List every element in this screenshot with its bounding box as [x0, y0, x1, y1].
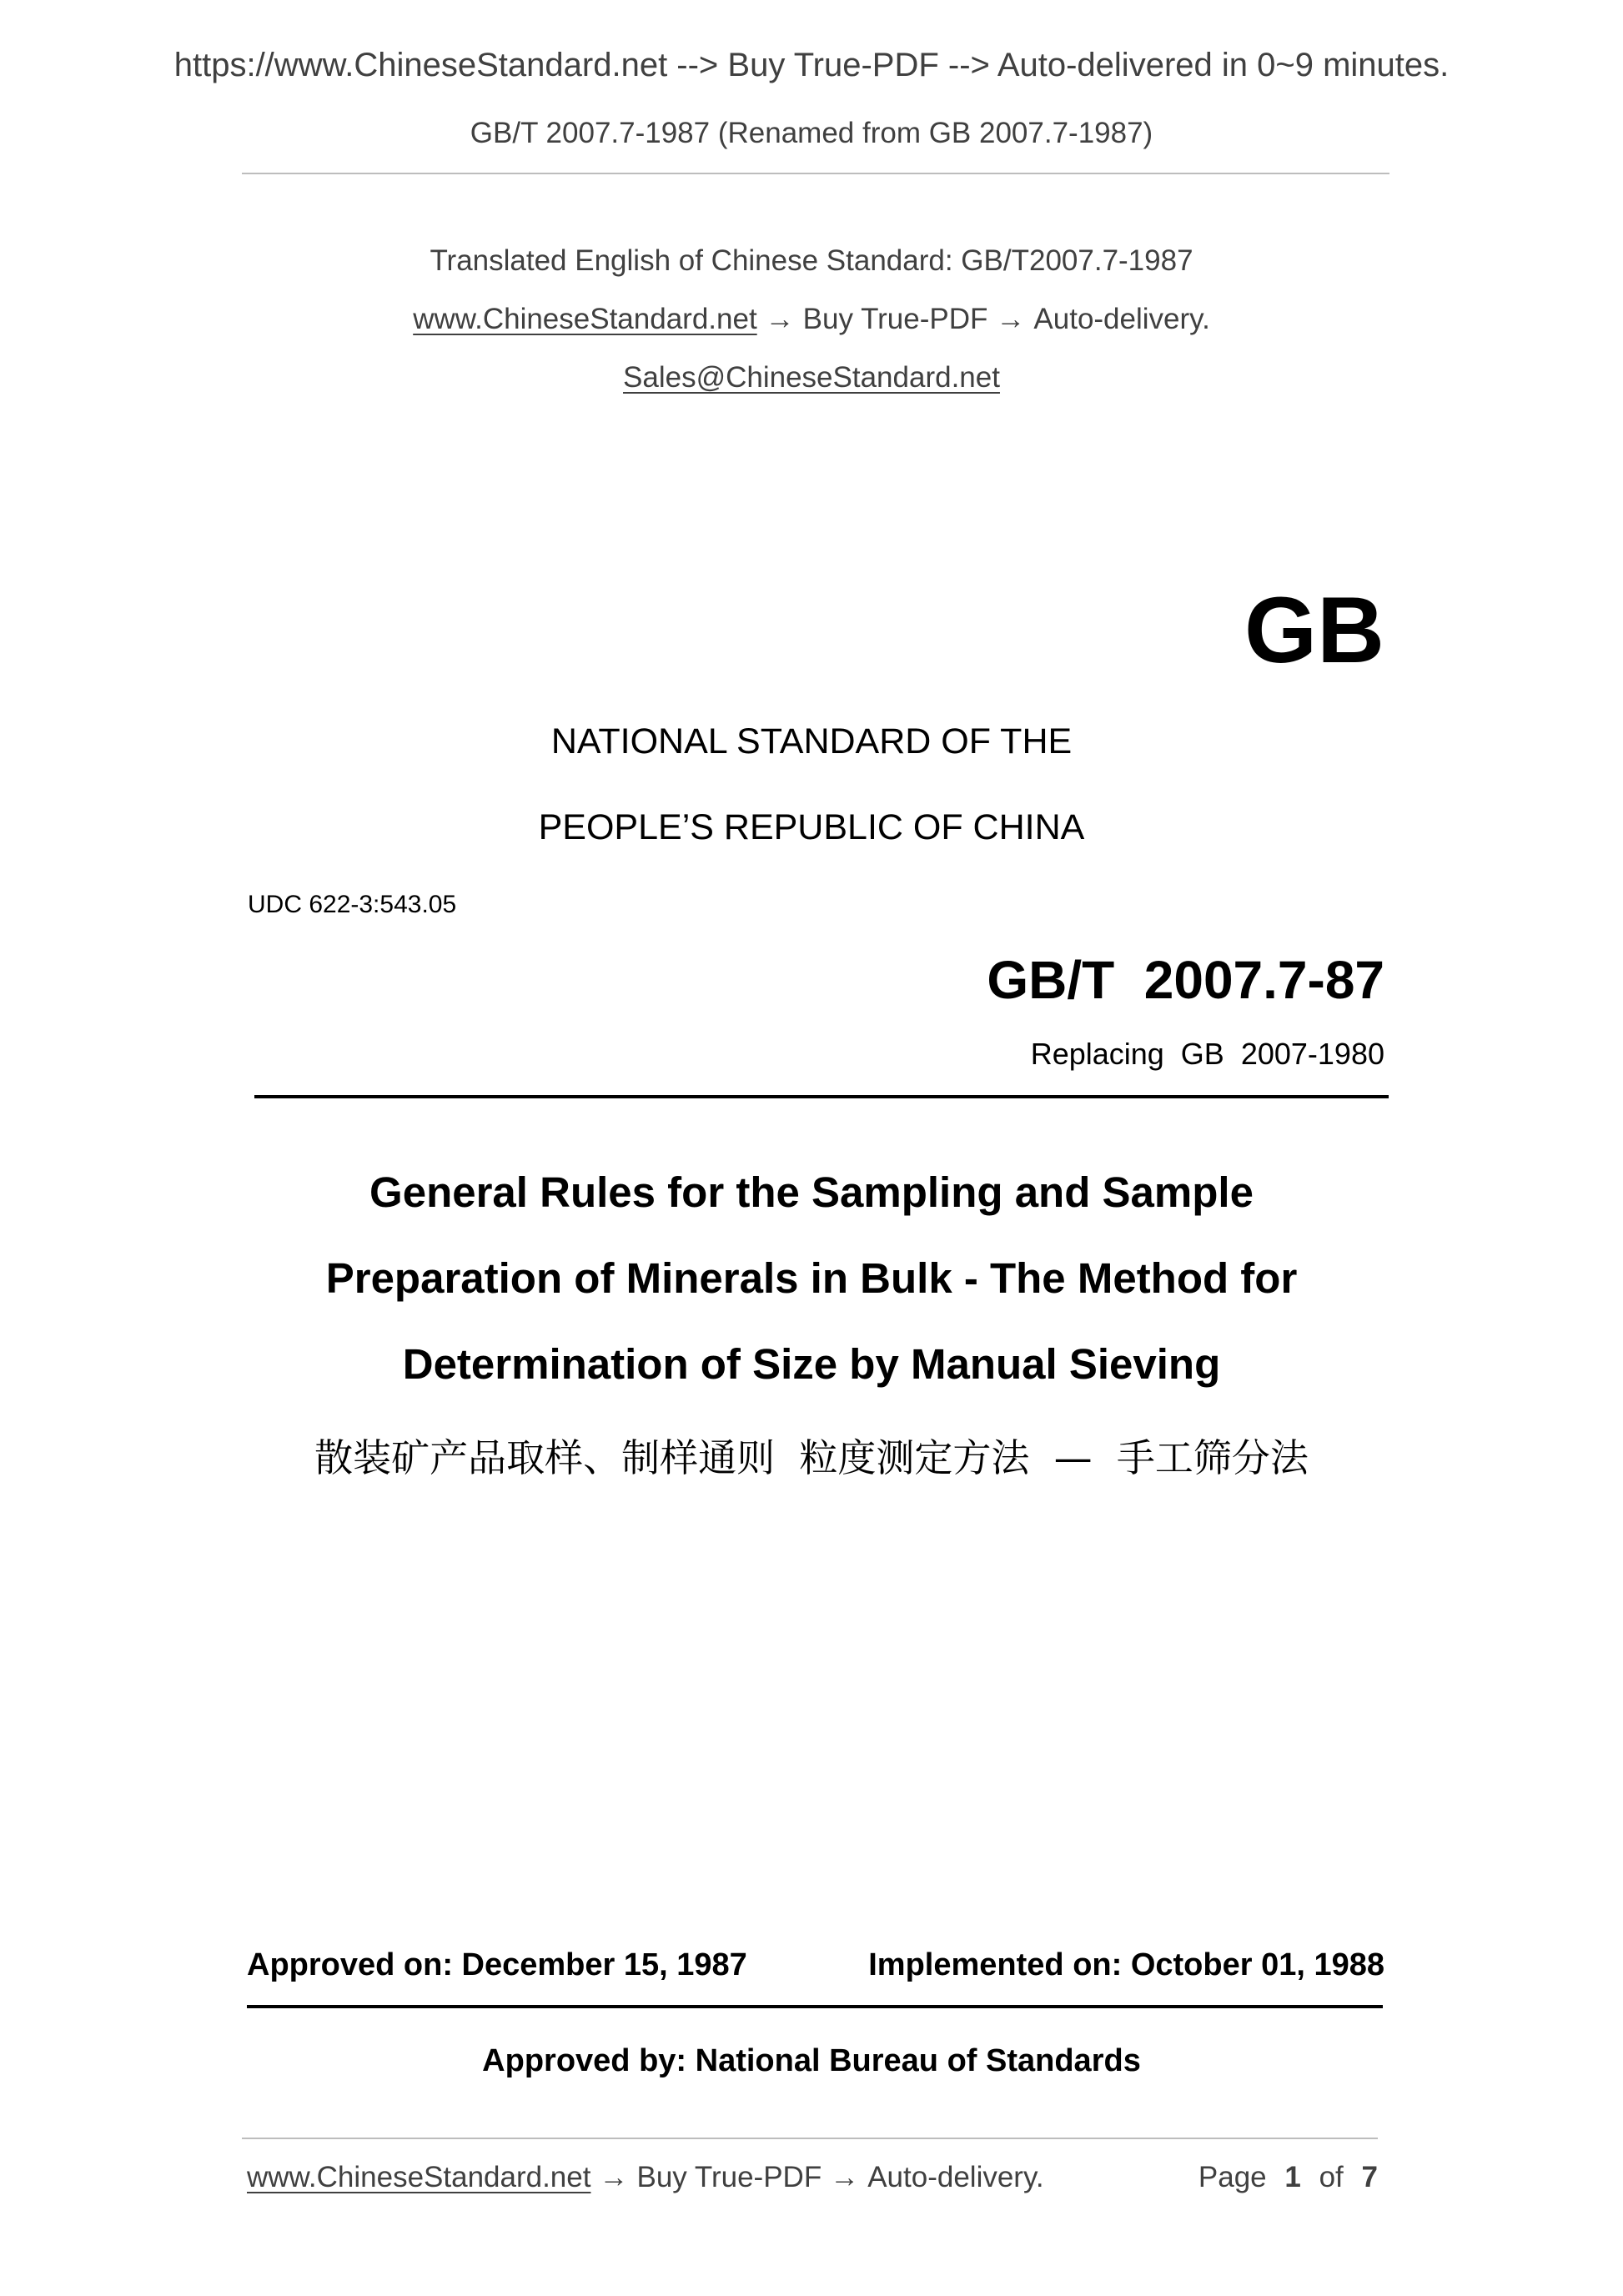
buy-text: Buy True-PDF: [802, 303, 988, 335]
footer-delivery-line: [247, 2161, 1044, 2194]
translation-line: Translated English of Chinese Standard: GB/T2007.7-1987: [430, 244, 1193, 277]
national-standard-line1: NATIONAL STANDARD OF THE: [550, 721, 1073, 761]
chinese-title: 散装矿产品取样、制样通则 粒度测定方法 — 手工筛分法: [314, 1435, 1309, 1480]
footer-site-link[interactable]: www.ChineseStandard.net: [247, 2161, 591, 2193]
implemented-date: Implemented on: October 01, 1988: [868, 1947, 1384, 1982]
arrow-icon: →: [599, 2161, 629, 2193]
page-indicator: [1198, 2161, 1378, 2194]
header-top-line: https://www.ChineseStandard.net --> Buy True-PDF --> Auto-delivered in 0~9 minutes.: [173, 47, 1450, 83]
site-link[interactable]: www.ChineseStandard.net: [413, 303, 757, 335]
udc-code: UDC 622-3:543.05: [248, 891, 457, 918]
footer-buy-text: Buy True-PDF: [636, 2161, 822, 2193]
replacing-line: Replacing GB 2007-1980: [1030, 1037, 1384, 1071]
arrow-icon: →: [996, 303, 1026, 335]
email-line: [0, 361, 1623, 394]
email-link[interactable]: Sales@ChineseStandard.net: [623, 361, 1000, 394]
approved-by: Approved by: National Bureau of Standards: [482, 2043, 1141, 2078]
footer-divider: [242, 2138, 1378, 2139]
delivery-line: [0, 303, 1623, 336]
title-line2: Preparation of Minerals in Bulk - The Method for: [325, 1254, 1298, 1302]
title-line1: General Rules for the Sampling and Sample: [369, 1168, 1254, 1216]
page-of: of: [1319, 2161, 1344, 2193]
approved-date: Approved on: December 15, 1987: [247, 1947, 747, 1982]
standard-number: GB/T 2007.7-87: [987, 950, 1384, 1010]
arrow-icon: →: [765, 303, 795, 335]
footer-delivery-text: Auto-delivery.: [867, 2161, 1044, 2193]
page-current: 1: [1284, 2161, 1301, 2193]
standard-divider: [254, 1095, 1389, 1098]
national-standard-line2: PEOPLE’S REPUBLIC OF CHINA: [538, 807, 1085, 847]
title-line3: Determination of Size by Manual Sieving: [402, 1340, 1221, 1388]
delivery-text: Auto-delivery.: [1033, 303, 1210, 335]
header-divider: [242, 173, 1389, 174]
gb-mark: GB: [1244, 578, 1384, 682]
renamed-line: GB/T 2007.7-1987 (Renamed from GB 2007.7-1987): [470, 117, 1153, 149]
arrow-icon: →: [830, 2161, 860, 2193]
dates-divider: [247, 2005, 1383, 2008]
page-label: Page: [1198, 2161, 1267, 2193]
page-total: 7: [1361, 2161, 1378, 2193]
